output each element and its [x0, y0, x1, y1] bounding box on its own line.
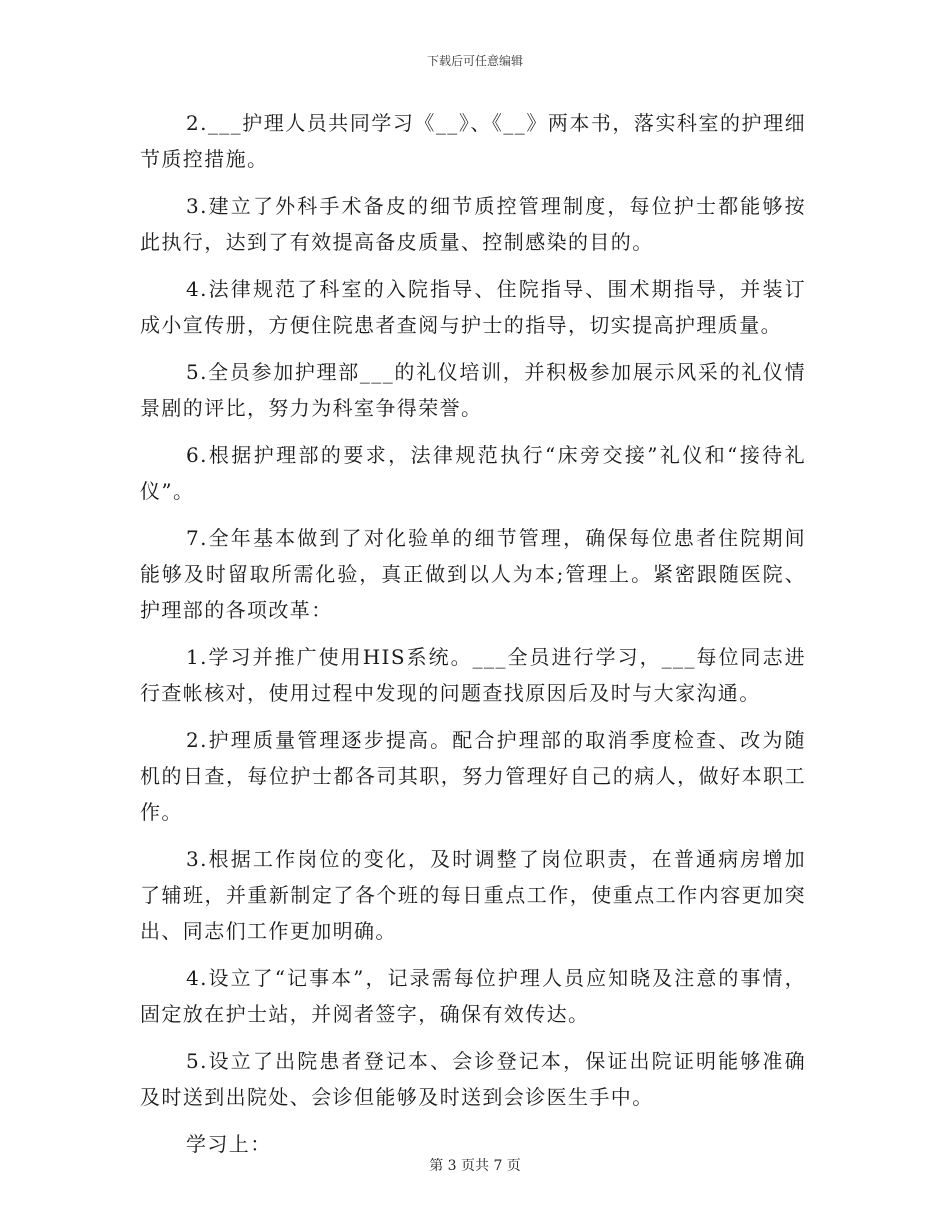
paragraph: 3.根据工作岗位的变化，及时调整了岗位职责，在普通病房增加了辅班，并重新制定了各个班的每日重点工作，使重点工作内容更加突出、同志们工作更加明确。: [140, 847, 806, 943]
paragraph: 4.设立了“记事本”，记录需每位护理人员应知晓及注意的事情，固定放在护士站，并阅者签字，确保有效传达。: [140, 966, 806, 1026]
paragraph: 1.学习并推广使用HIS系统。___全员进行学习，___每位同志进行查帐核对，使用过程中发现的问题查找原因后及时与大家沟通。: [140, 645, 806, 705]
page-footer: 第 3 页共 7 页: [429, 1158, 521, 1174]
paragraph: 4.法律规范了科室的入院指导、住院指导、围术期指导，并装订成小宣传册，方便住院患者查阅与护士的指导，切实提高护理质量。: [140, 277, 806, 337]
paragraph: 2.护理质量管理逐步提高。配合护理部的取消季度检查、改为随机的日查，每位护士都各司其职，努力管理好自己的病人，做好本职工作。: [140, 728, 806, 824]
paragraph: 5.设立了出院患者登记本、会诊登记本，保证出院证明能够准确及时送到出院处、会诊但能够及时送到会诊医生手中。: [140, 1049, 806, 1109]
paragraph: 5.全员参加护理部___的礼仪培训，并积极参加展示风采的礼仪情景剧的评比，努力为科室争得荣誉。: [140, 360, 806, 420]
paragraph: 7.全年基本做到了对化验单的细节管理，确保每位患者住院期间能够及时留取所需化验，真正做到以人为本;管理上。紧密跟随医院、护理部的各项改革：: [140, 526, 806, 622]
document-body: [140, 105, 806, 1173]
paragraph: 2.___护理人员共同学习《__》、《__》两本书，落实科室的护理细节质控措施。: [140, 111, 806, 171]
page-header: 下载后可任意编辑: [426, 54, 523, 68]
paragraph: 3.建立了外科手术备皮的细节质控管理制度，每位护士都能够按此执行，达到了有效提高备皮质量、控制感染的目的。: [140, 194, 806, 254]
paragraph-heading: 学习上：: [186, 1132, 272, 1156]
paragraph: 6.根据护理部的要求，法律规范执行“床旁交接”礼仪和“接待礼仪”。: [140, 443, 806, 503]
